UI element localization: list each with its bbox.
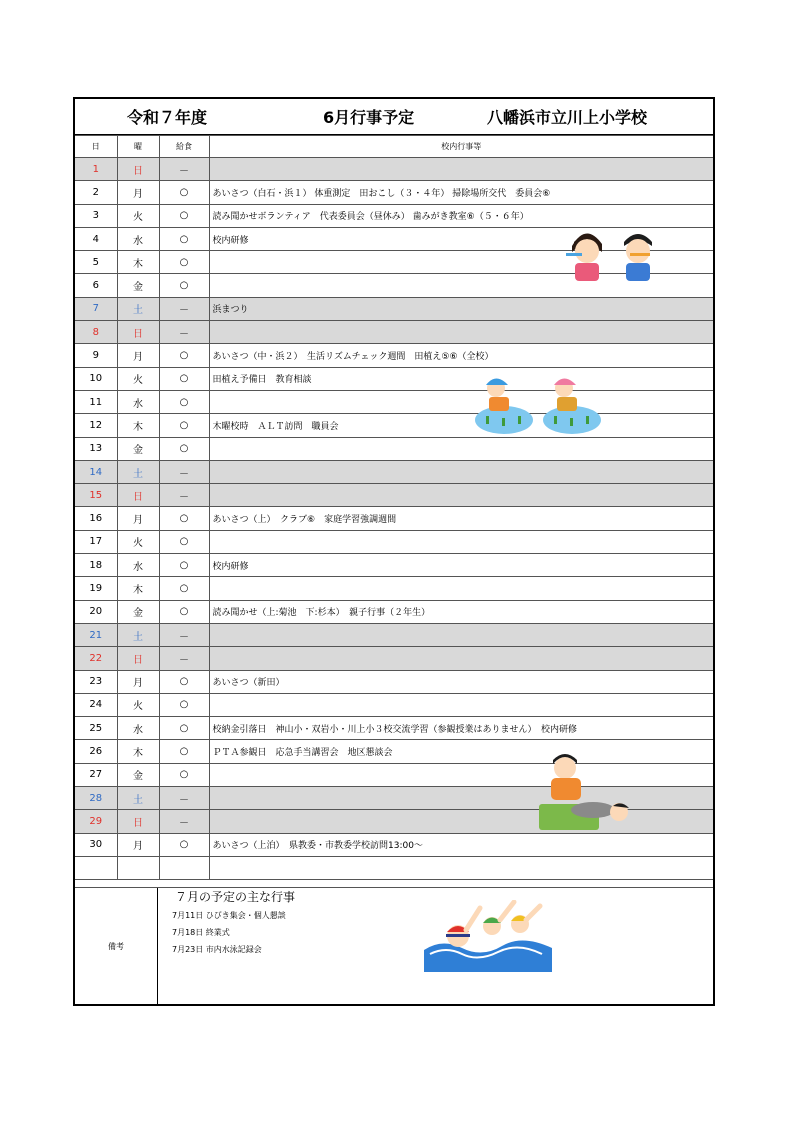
day-cell: 13: [75, 437, 117, 460]
lunch-cell: －: [159, 623, 209, 646]
event-cell: 木曜校時 ＡＬＴ訪問 職員会: [209, 414, 713, 437]
day-cell: 3: [75, 204, 117, 227]
table-row: [75, 484, 713, 507]
weekday-cell: 金: [117, 600, 159, 623]
day-cell: 25: [75, 717, 117, 740]
event-cell: 田植え予備日 教育相談: [209, 367, 713, 390]
event-cell: 読み聞かせボランティア 代表委員会（昼休み） 歯みがき教室⑥（５・６年）: [209, 204, 713, 227]
school-name: 八幡浜市立川上小学校: [487, 108, 648, 127]
event-cell: [209, 437, 713, 460]
col-weekday-header: 曜: [117, 136, 159, 158]
day-cell: 15: [75, 484, 117, 507]
table-row: [75, 856, 713, 879]
day-cell: 1: [75, 158, 117, 181]
table-header-row: [75, 136, 713, 158]
day-cell: 14: [75, 460, 117, 483]
event-cell: [209, 530, 713, 553]
table-row: [75, 460, 713, 483]
weekday-cell: 木: [117, 251, 159, 274]
notes-item: 7月11日 ひびき集会・個人懇談: [172, 911, 286, 920]
event-cell: [209, 460, 713, 483]
lunch-cell: ○: [159, 693, 209, 716]
year-label: 令和７年度: [127, 108, 208, 127]
lunch-cell: －: [159, 460, 209, 483]
lunch-cell: －: [159, 647, 209, 670]
table-row: [75, 158, 713, 181]
table-row: [75, 717, 713, 740]
weekday-cell: 水: [117, 390, 159, 413]
rice-planting-children-illustration: [474, 372, 604, 436]
col-day-header: 日: [75, 136, 117, 158]
table-row: [75, 623, 713, 646]
event-cell: あいさつ（新田）: [209, 670, 713, 693]
weekday-cell: 火: [117, 530, 159, 553]
day-cell: 17: [75, 530, 117, 553]
table-row: [75, 554, 713, 577]
weekday-cell: 日: [117, 647, 159, 670]
weekday-cell: 水: [117, 717, 159, 740]
weekday-cell: 金: [117, 763, 159, 786]
table-row: [75, 367, 713, 390]
lunch-cell: ○: [159, 367, 209, 390]
event-cell: [209, 390, 713, 413]
lunch-cell: ○: [159, 763, 209, 786]
lunch-cell: －: [159, 484, 209, 507]
table-row: [75, 414, 713, 437]
day-cell: 30: [75, 833, 117, 856]
day-cell: 16: [75, 507, 117, 530]
event-cell: [209, 321, 713, 344]
day-cell: 23: [75, 670, 117, 693]
lunch-cell: ○: [159, 554, 209, 577]
day-cell: 29: [75, 810, 117, 833]
weekday-cell: 木: [117, 414, 159, 437]
day-cell: 18: [75, 554, 117, 577]
weekday-cell: 土: [117, 787, 159, 810]
day-cell: 7: [75, 297, 117, 320]
table-row: [75, 670, 713, 693]
lunch-cell: ○: [159, 437, 209, 460]
lunch-cell: ○: [159, 507, 209, 530]
lunch-cell: ○: [159, 530, 209, 553]
lunch-cell: ○: [159, 740, 209, 763]
event-cell: 校納金引落日 神山小・双岩小・川上小３校交流学習（参観授業はありません） 校内研修: [209, 717, 713, 740]
weekday-cell: [117, 856, 159, 879]
event-cell: 浜まつり: [209, 297, 713, 320]
table-row: [75, 321, 713, 344]
lunch-cell: －: [159, 787, 209, 810]
table-row: [75, 344, 713, 367]
weekday-cell: 木: [117, 740, 159, 763]
lunch-cell: ○: [159, 833, 209, 856]
day-cell: [75, 856, 117, 879]
lunch-cell: ○: [159, 204, 209, 227]
table-row: [75, 647, 713, 670]
table-row: [75, 297, 713, 320]
day-cell: 9: [75, 344, 117, 367]
day-cell: 26: [75, 740, 117, 763]
month-title: 6月行事予定: [323, 108, 415, 127]
event-cell: [209, 810, 713, 833]
lunch-cell: ○: [159, 577, 209, 600]
day-cell: 12: [75, 414, 117, 437]
weekday-cell: 日: [117, 810, 159, 833]
lunch-cell: －: [159, 810, 209, 833]
day-cell: 5: [75, 251, 117, 274]
lunch-cell: －: [159, 297, 209, 320]
event-cell: 校内研修: [209, 227, 713, 250]
day-cell: 27: [75, 763, 117, 786]
weekday-cell: 月: [117, 181, 159, 204]
table-row: [75, 577, 713, 600]
event-cell: 校内研修: [209, 554, 713, 577]
notes-label: 備考: [75, 888, 158, 1004]
lunch-cell: ○: [159, 717, 209, 740]
event-cell: [209, 763, 713, 786]
lunch-cell: [159, 856, 209, 879]
header: [75, 99, 713, 135]
day-cell: 10: [75, 367, 117, 390]
event-cell: [209, 623, 713, 646]
weekday-cell: 木: [117, 577, 159, 600]
swimming-children-illustration: [422, 900, 554, 972]
lunch-cell: ○: [159, 274, 209, 297]
weekday-cell: 金: [117, 437, 159, 460]
lunch-cell: ○: [159, 390, 209, 413]
day-cell: 28: [75, 787, 117, 810]
day-cell: 20: [75, 600, 117, 623]
lunch-cell: ○: [159, 344, 209, 367]
day-cell: 24: [75, 693, 117, 716]
table-row: [75, 507, 713, 530]
day-cell: 11: [75, 390, 117, 413]
table-row: [75, 833, 713, 856]
weekday-cell: 月: [117, 344, 159, 367]
lunch-cell: ○: [159, 600, 209, 623]
event-cell: [209, 647, 713, 670]
table-row: [75, 693, 713, 716]
event-cell: あいさつ（中・浜２） 生活リズムチェック週間 田植え⑤⑥（全校）: [209, 344, 713, 367]
day-cell: 2: [75, 181, 117, 204]
event-cell: [209, 158, 713, 181]
col-events-header: 校内行事等: [209, 136, 713, 158]
weekday-cell: 水: [117, 227, 159, 250]
weekday-cell: 火: [117, 204, 159, 227]
weekday-cell: 日: [117, 321, 159, 344]
weekday-cell: 月: [117, 670, 159, 693]
table-row: [75, 600, 713, 623]
weekday-cell: 月: [117, 833, 159, 856]
lunch-cell: ○: [159, 181, 209, 204]
event-cell: [209, 693, 713, 716]
table-row: [75, 390, 713, 413]
notes-section: [75, 887, 713, 1004]
day-cell: 22: [75, 647, 117, 670]
event-cell: [209, 577, 713, 600]
event-cell: ＰＴＡ参観日 応急手当講習会 地区懇談会: [209, 740, 713, 763]
lunch-cell: －: [159, 321, 209, 344]
weekday-cell: 土: [117, 297, 159, 320]
weekday-cell: 金: [117, 274, 159, 297]
table-row: [75, 530, 713, 553]
weekday-cell: 日: [117, 158, 159, 181]
event-cell: あいさつ（上） クラブ⑥ 家庭学習強調週間: [209, 507, 713, 530]
day-cell: 21: [75, 623, 117, 646]
event-cell: 読み聞かせ（上:菊池 下:杉本） 親子行事（２年生）: [209, 600, 713, 623]
children-brushing-teeth-illustration: [562, 224, 660, 284]
weekday-cell: 日: [117, 484, 159, 507]
lunch-cell: ○: [159, 251, 209, 274]
event-cell: あいさつ（上泊） 県教委・市教委学校訪問13:00～: [209, 833, 713, 856]
weekday-cell: 土: [117, 460, 159, 483]
lunch-cell: －: [159, 158, 209, 181]
weekday-cell: 土: [117, 623, 159, 646]
table-row: [75, 437, 713, 460]
event-cell: [209, 787, 713, 810]
event-cell: あいさつ（白石・浜１） 体重測定 田おこし（３・４年） 掃除場所交代 委員会⑥: [209, 181, 713, 204]
lunch-cell: ○: [159, 227, 209, 250]
weekday-cell: 火: [117, 367, 159, 390]
day-cell: 19: [75, 577, 117, 600]
day-cell: 8: [75, 321, 117, 344]
day-cell: 4: [75, 227, 117, 250]
day-cell: 6: [75, 274, 117, 297]
weekday-cell: 月: [117, 507, 159, 530]
notes-title: ７月の予定の主な行事: [175, 890, 296, 904]
lunch-cell: ○: [159, 414, 209, 437]
event-cell: [209, 856, 713, 879]
col-lunch-header: 給食: [159, 136, 209, 158]
weekday-cell: 火: [117, 693, 159, 716]
lunch-cell: ○: [159, 670, 209, 693]
weekday-cell: 水: [117, 554, 159, 577]
notes-item: 7月18日 終業式: [172, 928, 230, 937]
table-row: [75, 181, 713, 204]
event-cell: [209, 484, 713, 507]
notes-item: 7月23日 市内水泳記録会: [172, 945, 262, 954]
first-aid-cpr-illustration: [537, 752, 637, 832]
